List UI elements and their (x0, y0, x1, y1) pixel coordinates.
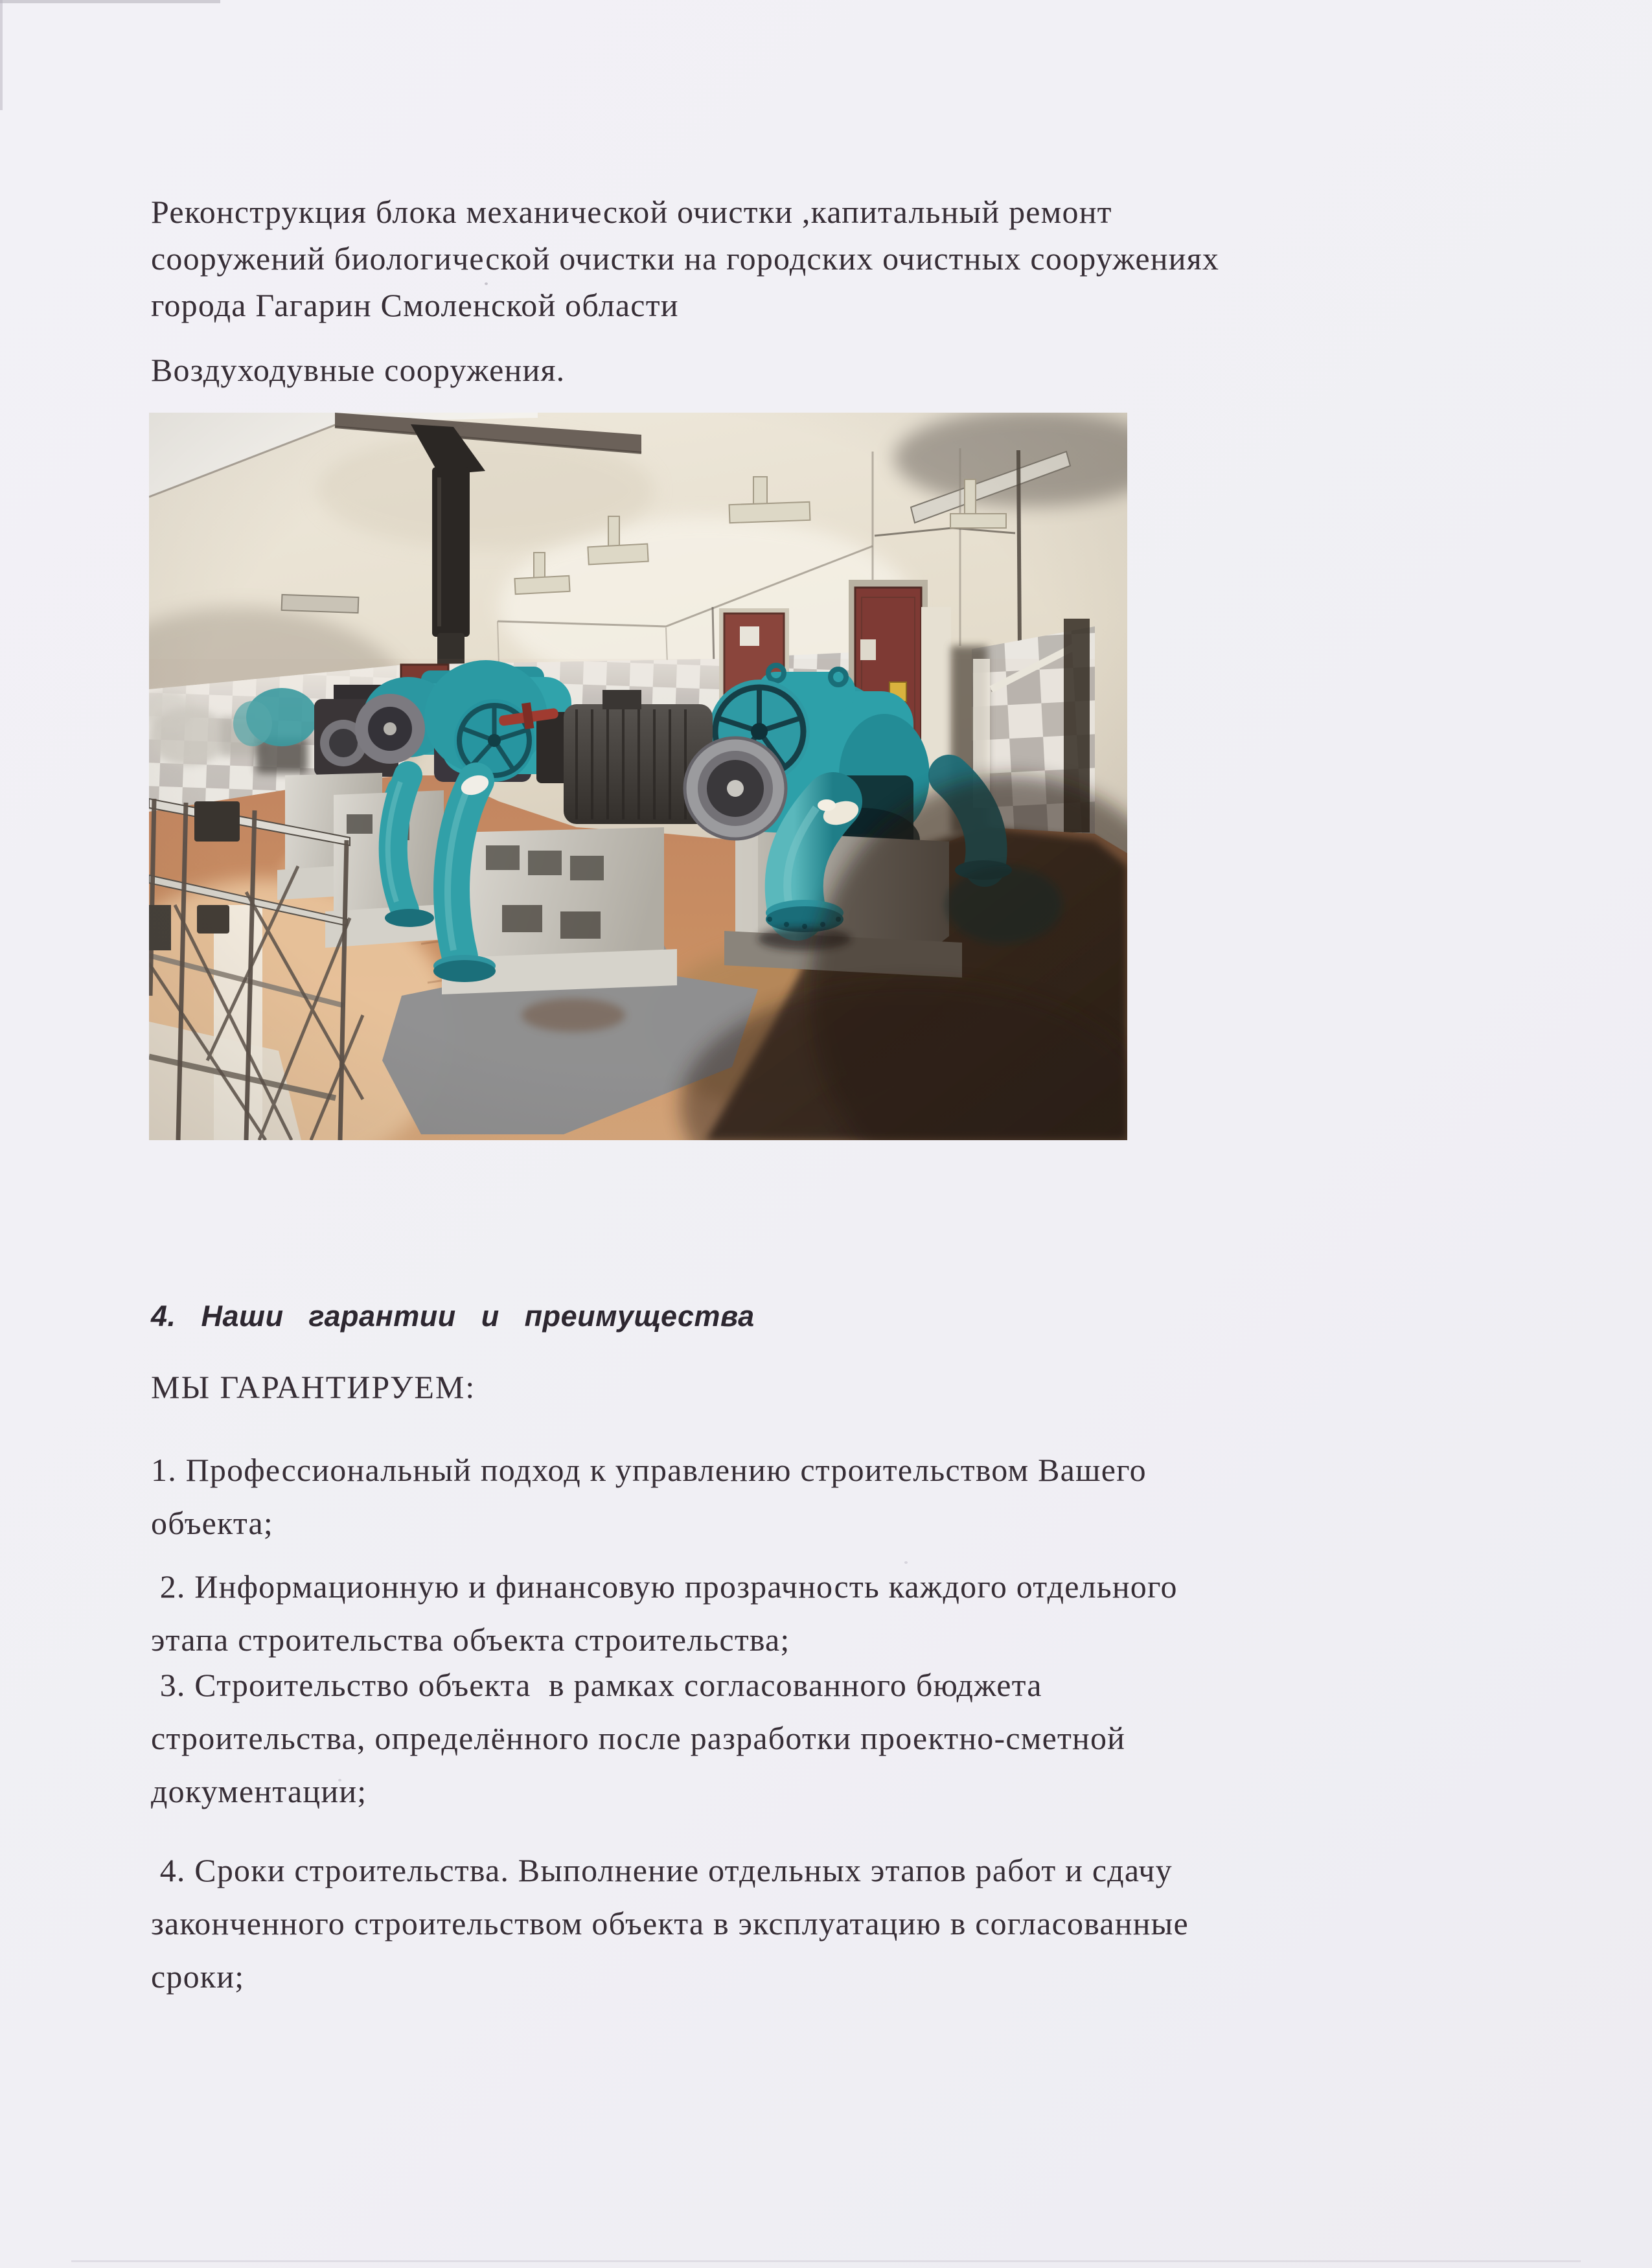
title-line-2: сооружений биологической очистки на городских очистных сооружениях (151, 240, 1220, 277)
scan-speck (904, 1561, 908, 1564)
machine-hall-photo (149, 413, 1127, 1140)
guarantee-item-1-line-1: 1. Профессиональный подход к управлению строительством Вашего (151, 1452, 1147, 1488)
subtitle: Воздуходувные сооружения. (151, 352, 566, 388)
scan-bottom-line (71, 2260, 1581, 2262)
guarantee-item-3-line-3: документации; (151, 1773, 367, 1809)
section-heading: 4. Наши гарантии и преимущества (151, 1300, 755, 1333)
guarantee-item-3-line-2: строительства, определённого после разработки проектно-сметной (151, 1720, 1126, 1756)
guarantee-item-4-line-2: законченного строительством объекта в эксплуатацию в согласованные (151, 1905, 1189, 1942)
machine-hall-photo-svg (149, 413, 1127, 1140)
guarantee-item-4-line-3: сроки; (151, 1958, 245, 1995)
guarantee-heading: МЫ ГАРАНТИРУЕМ: (151, 1369, 476, 1405)
guarantee-item-3-line-1: 3. Строительство объекта в рамках согласованного бюджета (151, 1667, 1042, 1703)
title-line-1: Реконструкция блока механической очистки ,капитальный ремонт (151, 194, 1112, 230)
guarantee-item-1-line-2: объекта; (151, 1505, 274, 1541)
scan-edge-top (0, 0, 220, 3)
scan-edge-left (0, 0, 3, 110)
guarantee-item-2-line-1: 2. Информационную и финансовую прозрачность каждого отдельного (151, 1568, 1178, 1605)
scan-speck (485, 282, 488, 285)
title-line-3: города Гагарин Смоленской области (151, 287, 679, 323)
guarantee-item-4-line-1: 4. Сроки строительства. Выполнение отдельных этапов работ и сдачу (151, 1852, 1173, 1888)
photo-vignette (149, 413, 1127, 1140)
guarantee-item-2-line-2: этапа строительства объекта строительства; (151, 1621, 790, 1658)
